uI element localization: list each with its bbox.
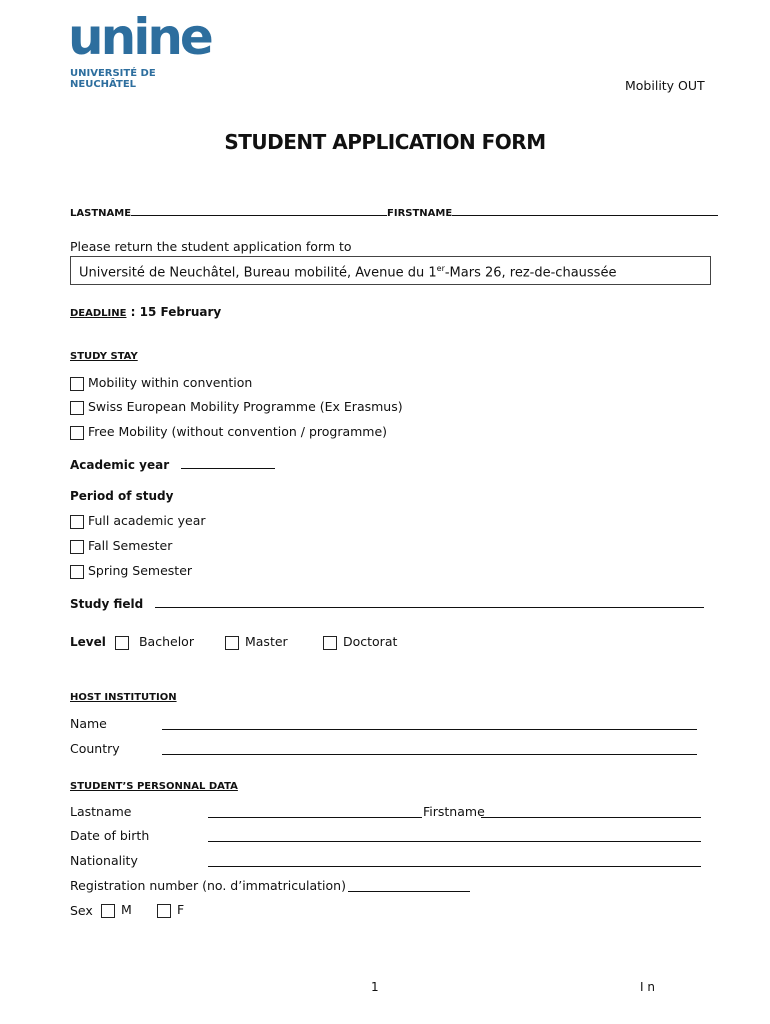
academic-year [70, 457, 275, 472]
host-name-blank[interactable] [162, 718, 697, 730]
header-tag: Mobility OUT [625, 78, 705, 93]
period-option[interactable]: Full academic year [70, 513, 206, 529]
study-stay-option[interactable]: Free Mobility (without convention / programme) [70, 424, 387, 440]
registration-blank[interactable] [348, 880, 470, 892]
name-line [70, 204, 718, 219]
level-label: Level [70, 635, 106, 649]
logo-subtitle-2: NEUCHÂTEL [70, 79, 137, 90]
address-box [70, 256, 711, 285]
personal-lastname-blank[interactable] [208, 806, 422, 818]
study-stay-option[interactable]: Mobility within convention [70, 375, 252, 391]
level-option-doctorat[interactable]: Doctorat [323, 634, 397, 650]
deadline-label: DEADLINE [70, 308, 127, 319]
return-instruction: Please return the student application form to [70, 239, 352, 254]
personal-firstname-label: Firstname [423, 804, 485, 819]
host-country-blank[interactable] [162, 743, 697, 755]
checkbox[interactable] [101, 904, 115, 918]
personal-lastname-label: Lastname [70, 804, 132, 819]
level-option-bachelor[interactable]: Bachelor [115, 634, 194, 650]
checkbox[interactable] [70, 377, 84, 391]
checkbox[interactable] [157, 904, 171, 918]
period-heading: Period of study [70, 489, 174, 503]
host-heading: HOST INSTITUTION [70, 692, 177, 703]
logo-subtitle-1: UNIVERSITÉ DE [70, 68, 156, 79]
study-stay-heading: STUDY STAY [70, 351, 138, 362]
study-field [70, 596, 704, 611]
firstname-blank[interactable] [452, 204, 718, 216]
footer-initials: I n [640, 980, 655, 994]
study-field-blank[interactable] [155, 596, 704, 608]
page-number: 1 [371, 980, 379, 994]
sex-option-f[interactable]: F [157, 902, 184, 918]
academic-year-label: Academic year [70, 458, 170, 472]
checkbox[interactable] [70, 565, 84, 579]
registration-label: Registration number (no. d’immatriculation) [70, 878, 346, 893]
dob-blank[interactable] [208, 830, 701, 842]
checkbox[interactable] [70, 401, 84, 415]
period-option[interactable]: Spring Semester [70, 563, 192, 579]
firstname-label: FIRSTNAME [387, 208, 453, 219]
personal-firstname-blank[interactable] [481, 806, 701, 818]
deadline-value: : 15 February [126, 305, 222, 319]
dob-label: Date of birth [70, 828, 150, 843]
address-text: Université de Neuchâtel, Bureau mobilité, Avenue du 1er-Mars 26, rez-de-chaussée [79, 264, 617, 281]
period-option[interactable]: Fall Semester [70, 538, 172, 554]
lastname-label: LASTNAME [70, 208, 132, 219]
deadline [70, 305, 221, 319]
checkbox[interactable] [323, 636, 337, 650]
nationality-blank[interactable] [208, 855, 701, 867]
checkbox[interactable] [70, 540, 84, 554]
nationality-label: Nationality [70, 853, 138, 868]
study-field-label: Study field [70, 597, 144, 611]
host-country-label: Country [70, 741, 120, 756]
academic-year-blank[interactable] [181, 457, 275, 469]
checkbox[interactable] [70, 515, 84, 529]
sex-label: Sex [70, 903, 93, 918]
checkbox[interactable] [115, 636, 129, 650]
page-title: STUDENT APPLICATION FORM [224, 130, 546, 154]
checkbox[interactable] [225, 636, 239, 650]
university-logo [68, 8, 211, 92]
study-stay-option[interactable]: Swiss European Mobility Programme (Ex Erasmus) [70, 399, 403, 415]
checkbox[interactable] [70, 426, 84, 440]
level-option-master[interactable]: Master [225, 634, 288, 650]
host-name-label: Name [70, 716, 107, 731]
logo-wordmark: unine [68, 8, 211, 66]
sex-option-m[interactable]: M [101, 902, 132, 918]
lastname-blank[interactable] [131, 204, 387, 216]
personal-heading: STUDENT’S PERSONNAL DATA [70, 781, 238, 792]
